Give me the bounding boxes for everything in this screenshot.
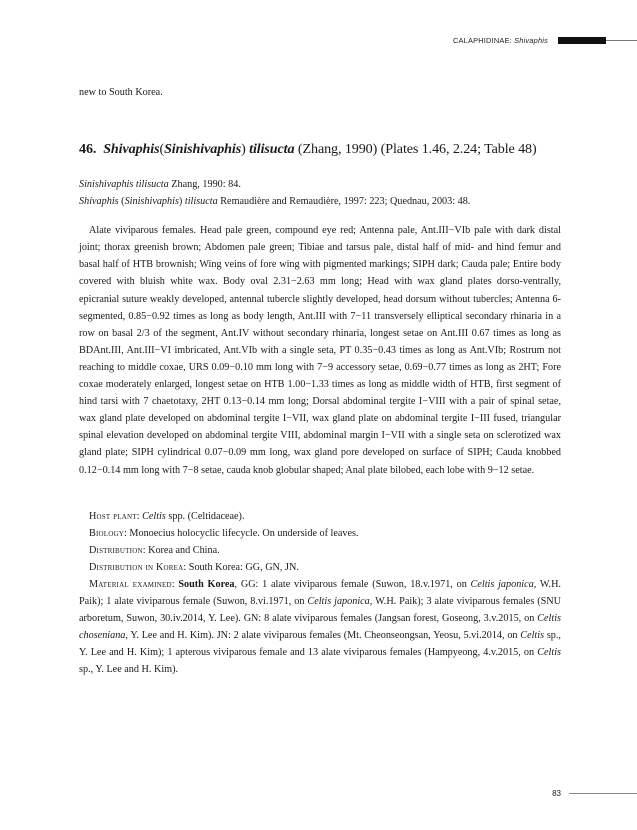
material-text: , W.H. Paik); 3 alate viviparous females (SNU arboretum, Suwon, 30.iv.2014, Y. Lee). GN: 8 alate viviparous females (Jangsan forest, Goseong, 3.v.2015, on — [79, 596, 561, 625]
material-host: Celtis — [537, 647, 561, 659]
material-region: South Korea — [178, 578, 235, 590]
subgenus-close: ) — [241, 141, 246, 157]
host-plant-label: Host plant — [89, 510, 137, 522]
lead-text: new to South Korea. — [79, 87, 163, 98]
header-bar — [558, 37, 606, 44]
species-description: Alate viviparous females. Head pale green, compound eye red; Antenna pale, Ant.III−VIb pale with dark distal joint; thorax greenish brown; Abdomen pale green; Tibiae and tarsus pale, distal half of mid- and hind femur and basal half of HTB brownish; Wing veins of fore wing with pigmented markings; SIPH dark; Cauda pale; Entire body covered with bluish white wax. Body oval 2.31−2.63 mm long; Head with wax gland plates dorso-ventrally, epicranial suture weakly developed, antennal tubercle slightly developed, head dorsum without tubercles; Antenna 6-segmented, 0.85−0.92 times as long as body length, Ant.III with 7−11 transversely elliptical secondary rhinaria in a row on basal 2/3 of the segment, Ant.IV without secondary rhinaria, longest setae on Ant.III 0.67 times as long as BDAnt.III, Ant.III−VI imbricated, Ant.VIb with a single seta, PT 0.35−0.43 times as long as Ant.VIb; Rostrum not reaching to middle coxae, URS 0.09−0.10 mm long with 7−9 accessory setae, 0.69−0.77 times as long as 2HT; Fore coxae moderately enlarged, longest setae on HTB 1.00−1.33 times as long as middle width of HTB, first segment of hind tarsi with 7 chaetotaxy, 2HT 0.13−0.14 mm long; Dorsal abdominal tergite I−VIII with a pair of spinal setae, wax gland plate developed on abdominal tergite I−VII, wax gland plate on abdominal tergite I−III fused, triangular spinal elevation developed on abdominal tergite VIII, abdominal margin I−VII with a single seta on sclerotized wax gland plate; SIPH cylindrical 0.07−0.09 mm long, wax gland pore developed on surface of SIPH; Cauda knobbed 0.12−0.14 mm long with 7−8 setae, cauda knob globular shaped; Anal plate bilobed, each lobe with 9−12 setae. — [79, 225, 561, 476]
running-header — [453, 34, 637, 46]
biology-text: Monoecius holocyclic lifecycle. On underside of leaves. — [129, 527, 359, 539]
species-metadata — [79, 508, 561, 679]
species-authority: (Zhang, 1990) (Plates 1.46, 2.24; Table 48) — [297, 141, 537, 157]
material-text: , Y. Lee and H. Kim). JN: 2 alate viviparous females (Mt. Cheonseongsan, Yeosu, 5.vi.2014, on — [125, 630, 521, 642]
distribution-korea: Distribution in Korea: South Korea: GG, GN, JN. — [89, 561, 299, 573]
page-number: 83 — [552, 789, 561, 798]
biology-label: Biology — [89, 527, 125, 539]
synonym-entry: Shivaphis (Sinishivaphis) tilisucta Remaudière and Remaudière, 1997: 223; Quednau, 2003: 48. — [79, 196, 471, 208]
biology: Biology: Monoecius holocyclic lifecycle. On underside of leaves. — [89, 527, 359, 539]
synonymy — [79, 176, 561, 210]
page-footer — [552, 789, 637, 798]
header-rule — [606, 40, 637, 41]
distribution-text: Korea and China. — [148, 544, 220, 556]
distribution-korea-text: South Korea: GG, GN, JN. — [188, 561, 299, 573]
material-examined: Material examined: South Korea, GG: 1 alate viviparous female (Suwon, 18.v.1971, on Celtis japonica, W.H. Paik); 1 alate viviparous female (Suwon, 8.vi.1971, on Celtis japonica, W.H. Paik); 3 alate viviparous females (SNU arboretum, Suwon, 30.iv.2014, Y. Lee). GN: 8 alate viviparous females (Jangsan forest, Goseong, 3.v.2015, on Celtis choseniana, Y. Lee and H. Kim). JN: 2 alate viviparous females (Mt. Cheonseongsan, Yeosu, 5.vi.2014, on Celtis sp., Y. Lee and H. Kim); 1 apterous viviparous female and 13 alate viviparous females (Hampyeong, 4.v.2015, on Celtis sp., Y. Lee and H. Kim). — [79, 578, 561, 676]
material-host: Celtis choseniana — [79, 613, 561, 642]
synonym-subgenus: Sinishivaphis — [124, 196, 179, 208]
footer-rule — [569, 793, 637, 794]
material-host: Celtis japonica — [470, 578, 534, 590]
species-heading — [79, 139, 561, 159]
material-examined-label: Material examined — [89, 578, 172, 590]
host-plant: Host plant: Celtis spp. (Celtidaceae). — [89, 510, 245, 522]
synonym-epithet: tilisucta — [184, 196, 218, 208]
synonym-entry — [79, 176, 561, 193]
synonym-citation: Remaudière and Remaudière, 1997: 223; Quednau, 2003: 48. — [220, 196, 471, 208]
running-head-text — [453, 36, 548, 45]
distribution-label: Distribution — [89, 544, 143, 556]
material-text: , W.H. Paik); 1 alate viviparous female (Suwon, 8.vi.1971, on — [79, 578, 561, 608]
species-epithet: tilisucta — [249, 141, 295, 157]
running-head-family: CALAPHIDINAE: — [453, 35, 512, 45]
distribution-korea-label: Distribution in Korea — [89, 561, 184, 573]
subgenus-open: ( — [159, 141, 165, 157]
material-text: , GG: 1 alate viviparous female (Suwon, 18.v.1971, on — [234, 578, 471, 590]
material-host: Celtis — [520, 630, 545, 642]
running-head-genus: Shivaphis — [514, 35, 548, 45]
species-genus: Shivaphis — [103, 141, 160, 157]
material-host: Celtis japonica — [307, 596, 370, 608]
material-text: sp., Y. Lee and H. Kim). — [79, 664, 179, 676]
synonym-name: Sinishivaphis tilisucta — [79, 179, 169, 190]
distribution: Distribution: Korea and China. — [89, 544, 220, 556]
synonym-citation: Zhang, 1990: 84. — [171, 179, 241, 190]
host-plant-text: spp. (Celtidaceae). — [165, 510, 245, 522]
material-text: sp., Y. Lee and H. Kim); 1 apterous viviparous female and 13 alate viviparous females (Hampyeong, 4.v.2015, on — [79, 630, 561, 659]
species-subgenus: Sinishivaphis — [164, 141, 242, 157]
page-body — [79, 84, 561, 679]
species-number: 46. — [79, 141, 97, 157]
synonym-genus: Shivaphis — [79, 196, 119, 208]
host-plant-genus: Celtis — [142, 510, 166, 522]
